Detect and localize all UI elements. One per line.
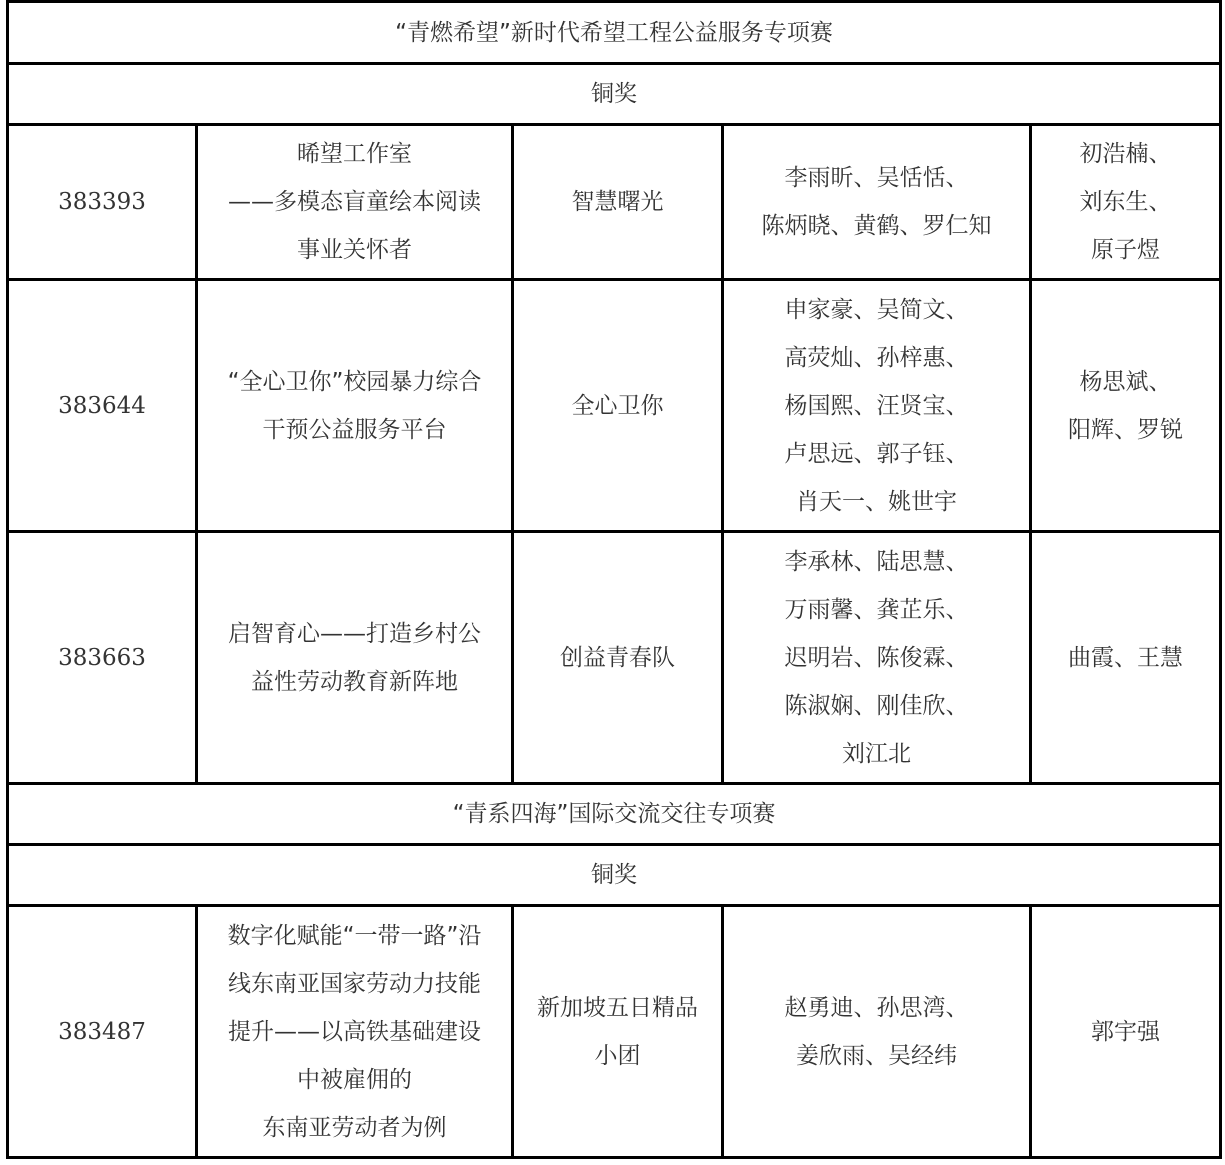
table-row xyxy=(8,906,1221,1158)
team-members: 申家豪、吴简文、 高荧灿、孙梓惠、 杨国熙、汪贤宝、 卢思远、郭子钰、 肖天一、姚世宇 xyxy=(784,296,969,515)
team-name-cell xyxy=(513,906,723,1158)
advisors: 杨思斌、 阳辉、罗锐 xyxy=(1068,368,1184,443)
project-name: 晞望工作室 ——多模态盲童绘本阅读 事业关怀者 xyxy=(228,141,481,263)
project-name-cell xyxy=(197,906,513,1158)
advisors: 郭宇强 xyxy=(1091,1018,1161,1045)
project-name: 启智育心——打造乡村公 益性劳动教育新阵地 xyxy=(228,620,481,695)
project-name-cell xyxy=(197,280,513,532)
award-level: 铜奖 xyxy=(8,64,1221,125)
members-cell xyxy=(723,532,1031,784)
project-id: 383487 xyxy=(8,906,197,1158)
award-level: 铜奖 xyxy=(8,845,1221,906)
team-name-cell xyxy=(513,280,723,532)
team-members: 李承林、陆思慧、 万雨馨、龚芷乐、 迟明岩、陈俊霖、 陈淑娴、刚佳欣、 刘江北 xyxy=(784,548,969,767)
award-row xyxy=(8,64,1221,125)
team-name: 全心卫你 xyxy=(571,392,664,419)
team-name-cell xyxy=(513,532,723,784)
team-name-cell xyxy=(513,125,723,280)
award-row xyxy=(8,845,1221,906)
project-name-cell xyxy=(197,125,513,280)
project-id: 383663 xyxy=(8,532,197,784)
awards-table xyxy=(6,0,1222,1159)
advisors-cell xyxy=(1031,532,1221,784)
section-title-row xyxy=(8,784,1221,845)
members-cell xyxy=(723,125,1031,280)
table-row xyxy=(8,125,1221,280)
advisors-cell xyxy=(1031,906,1221,1158)
section-title: “青系四海”国际交流交往专项赛 xyxy=(8,784,1221,845)
table-row xyxy=(8,532,1221,784)
team-name: 智慧曙光 xyxy=(571,189,664,215)
project-name-cell xyxy=(197,532,513,784)
team-name: 创益青春队 xyxy=(560,644,675,671)
team-members: 李雨昕、吴恬恬、 陈炳晓、黄鹤、罗仁知 xyxy=(761,165,992,239)
team-name: 新加坡五日精品 小团 xyxy=(537,994,698,1069)
project-id: 383644 xyxy=(8,280,197,532)
team-members: 赵勇迪、孙思湾、 姜欣雨、吴经纬 xyxy=(784,994,969,1069)
advisors-cell xyxy=(1031,125,1221,280)
section-title: “青燃希望”新时代希望工程公益服务专项赛 xyxy=(8,2,1221,64)
project-id: 383393 xyxy=(8,125,197,280)
members-cell xyxy=(723,906,1031,1158)
advisors: 曲霞、王慧 xyxy=(1068,644,1184,671)
section-title-row xyxy=(8,2,1221,64)
advisors-cell xyxy=(1031,280,1221,532)
project-name: 数字化赋能“一带一路”沿 线东南亚国家劳动力技能 提升——以高铁基础建设 中被雇佣的 东南亚劳动者为例 xyxy=(227,922,482,1141)
members-cell xyxy=(723,280,1031,532)
advisors: 初浩楠、 刘东生、 原子煜 xyxy=(1079,141,1172,263)
table-row xyxy=(8,280,1221,532)
project-name: “全心卫你”校园暴力综合 干预公益服务平台 xyxy=(227,368,482,443)
